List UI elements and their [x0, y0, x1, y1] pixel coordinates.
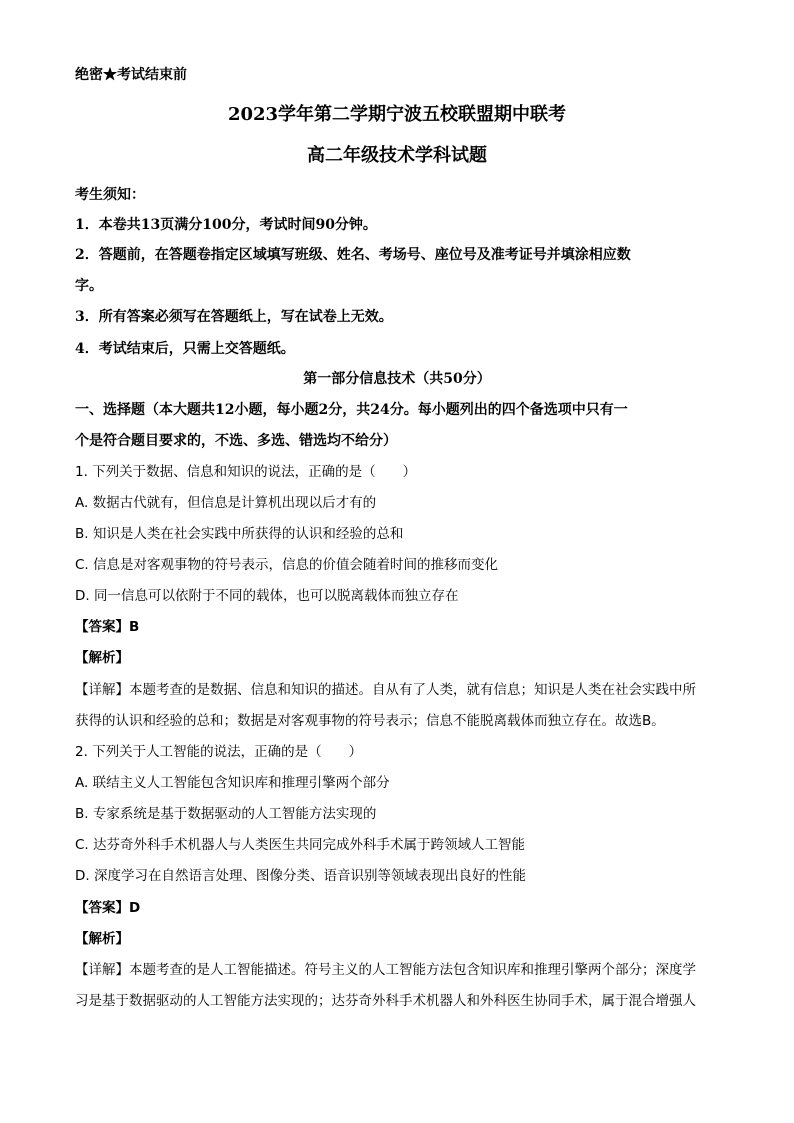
detail-text: 获得的认识和经验的总和；数据是对客观事物的符号表示；信息不能脱离载体而独立存在。故选B。	[75, 713, 665, 729]
detail-text: 【详解】本题考查的是人工智能描述。符号主义的人工智能方法包含知识库和推理引擎两个部分；深度学	[75, 962, 696, 978]
part-heading: 第一部分信息技术（共50分）	[303, 371, 491, 387]
option-c: C. 达芬奇外科手术机器人与人类医生共同完成外科手术属于跨领域人工智能	[75, 837, 526, 853]
notice-item: 1．本卷共13页满分100分，考试时间90分钟。	[75, 217, 377, 233]
option-b: B. 专家系统是基于数据驱动的人工智能方法实现的	[75, 806, 377, 822]
question-stem: 1. 下列关于数据、信息和知识的说法，正确的是（ ）	[75, 464, 417, 480]
answer-label: 【答案】B	[75, 619, 140, 635]
notice-item: 3．所有答案必须写在答题纸上，写在试卷上无效。	[75, 309, 393, 325]
analysis-label: 【解析】	[75, 650, 129, 666]
option-d: D. 同一信息可以依附于不同的载体，也可以脱离载体而独立存在	[75, 588, 459, 604]
option-a: A. 联结主义人工智能包含知识库和推理引擎两个部分	[75, 775, 390, 791]
option-a: A. 数据古代就有，但信息是计算机出现以后才有的	[75, 495, 377, 511]
answer-label: 【答案】D	[75, 900, 141, 916]
section-heading: 个是符合题目要求的，不选、多选、错选均不给分）	[75, 433, 397, 449]
notice-item: 4．考试结束后，只需上交答题纸。	[75, 341, 295, 357]
secret-label: 绝密★考试结束前	[75, 67, 187, 83]
question-stem: 2. 下列关于人工智能的说法，正确的是（ ）	[75, 744, 363, 760]
detail-text: 习是基于数据驱动的人工智能方法实现的；达芬奇外科手术机器人和外科医生协同手术，属于混合增强人	[75, 993, 696, 1009]
analysis-label: 【解析】	[75, 931, 129, 947]
option-c: C. 信息是对客观事物的符号表示，信息的价值会随着时间的推移而变化	[75, 557, 499, 573]
exam-subtitle: 高二年级技术学科试题	[307, 145, 487, 166]
exam-title: 2023学年第二学期宁波五校联盟期中联考	[227, 104, 567, 125]
option-d: D. 深度学习在自然语言处理、图像分类、语音识别等领域表现出良好的性能	[75, 868, 526, 884]
section-heading: 一、选择题（本大题共12小题，每小题2分，共24分。每小题列出的四个备选项中只有一	[75, 402, 628, 418]
notice-item: 2．答题前，在答题卷指定区域填写班级、姓名、考场号、座位号及准考证号并填涂相应数	[75, 247, 631, 263]
notice-item: 字。	[75, 278, 103, 294]
option-b: B. 知识是人类在社会实践中所获得的认识和经验的总和	[75, 526, 404, 542]
notice-heading: 考生须知：	[75, 187, 145, 203]
detail-text: 【详解】本题考查的是数据、信息和知识的描述。自从有了人类，就有信息；知识是人类在社会实践中所	[75, 682, 696, 698]
